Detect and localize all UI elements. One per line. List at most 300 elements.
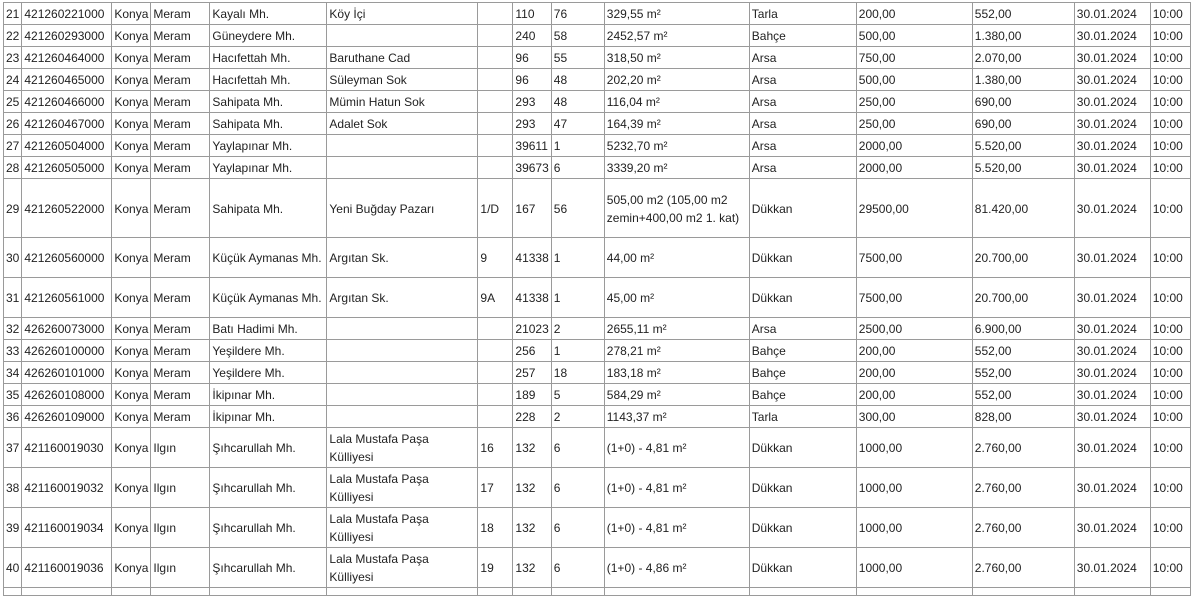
rent-cell: 2000,00 (856, 157, 972, 179)
record-id-cell: 421260466000 (22, 91, 112, 113)
province-cell: Konya (112, 406, 151, 428)
record-id-cell: 421260504000 (22, 135, 112, 157)
table-continuation-row (4, 588, 1191, 596)
date-cell: 30.01.2024 (1074, 548, 1150, 588)
deposit-cell: 20.700,00 (972, 278, 1074, 318)
deposit-cell: 552,00 (972, 384, 1074, 406)
record-id-cell: 421260522000 (22, 179, 112, 238)
street-cell (327, 135, 478, 157)
row-number-cell: 38 (4, 468, 22, 508)
time-cell: 10:00 (1150, 47, 1190, 69)
province-cell: Konya (112, 238, 151, 278)
rent-cell: 500,00 (856, 69, 972, 91)
block-cell: 39611 (513, 135, 551, 157)
date-cell: 30.01.2024 (1074, 238, 1150, 278)
time-cell: 10:00 (1150, 362, 1190, 384)
district-cell: Meram (151, 406, 210, 428)
row-number-cell: 23 (4, 47, 22, 69)
rent-cell: 1000,00 (856, 468, 972, 508)
table-row (4, 179, 1191, 238)
time-cell: 10:00 (1150, 157, 1190, 179)
table-row (4, 428, 1191, 468)
property-type-cell: Dükkan (749, 278, 856, 318)
block-cell: 41338 (513, 238, 551, 278)
block-cell: 293 (513, 91, 551, 113)
parcel-cell: 76 (551, 3, 604, 25)
street-cell (327, 318, 478, 340)
time-cell: 10:00 (1150, 25, 1190, 47)
province-cell: Konya (112, 47, 151, 69)
block-cell: 256 (513, 340, 551, 362)
parcel-cell: 2 (551, 406, 604, 428)
record-id-cell: 421160019036 (22, 548, 112, 588)
district-cell: Ilgın (151, 508, 210, 548)
table-row (4, 278, 1191, 318)
date-cell: 30.01.2024 (1074, 406, 1150, 428)
date-cell: 30.01.2024 (1074, 318, 1150, 340)
area-cell: 202,20 m² (604, 69, 749, 91)
record-id-cell: 421260464000 (22, 47, 112, 69)
province-cell: Konya (112, 3, 151, 25)
row-number-cell: 37 (4, 428, 22, 468)
record-id-cell: 421260505000 (22, 157, 112, 179)
table-row (4, 548, 1191, 588)
neighborhood-cell: Sahipata Mh. (210, 113, 327, 135)
date-cell: 30.01.2024 (1074, 113, 1150, 135)
empty-cell (478, 588, 513, 596)
street-cell: Adalet Sok (327, 113, 478, 135)
property-type-cell: Dükkan (749, 179, 856, 238)
area-cell: 505,00 m2 (105,00 m2 zemin+400,00 m2 1. kat) (604, 179, 749, 238)
empty-cell (1074, 588, 1150, 596)
deposit-cell: 690,00 (972, 91, 1074, 113)
table-row (4, 508, 1191, 548)
table-row (4, 157, 1191, 179)
neighborhood-cell: Yaylapınar Mh. (210, 157, 327, 179)
block-cell: 110 (513, 3, 551, 25)
row-number-cell: 28 (4, 157, 22, 179)
block-cell: 257 (513, 362, 551, 384)
district-cell: Meram (151, 340, 210, 362)
deposit-cell: 2.070,00 (972, 47, 1074, 69)
row-number-cell: 26 (4, 113, 22, 135)
neighborhood-cell: Yaylapınar Mh. (210, 135, 327, 157)
block-cell: 39673 (513, 157, 551, 179)
province-cell: Konya (112, 25, 151, 47)
rent-cell: 2500,00 (856, 318, 972, 340)
parcel-cell: 1 (551, 340, 604, 362)
table-row (4, 362, 1191, 384)
district-cell: Meram (151, 69, 210, 91)
date-cell: 30.01.2024 (1074, 3, 1150, 25)
parcel-cell: 6 (551, 157, 604, 179)
deposit-cell: 1.380,00 (972, 25, 1074, 47)
province-cell: Konya (112, 179, 151, 238)
area-cell: 164,39 m² (604, 113, 749, 135)
district-cell: Meram (151, 91, 210, 113)
street-cell: Argıtan Sk. (327, 238, 478, 278)
district-cell: Ilgın (151, 428, 210, 468)
date-cell: 30.01.2024 (1074, 69, 1150, 91)
empty-cell (112, 588, 151, 596)
row-number-cell: 21 (4, 3, 22, 25)
street-cell: Mümin Hatun Sok (327, 91, 478, 113)
record-id-cell: 421160019032 (22, 468, 112, 508)
neighborhood-cell: Şıhcarullah Mh. (210, 428, 327, 468)
time-cell: 10:00 (1150, 3, 1190, 25)
time-cell: 10:00 (1150, 508, 1190, 548)
empty-cell (856, 588, 972, 596)
neighborhood-cell: Sahipata Mh. (210, 91, 327, 113)
neighborhood-cell: Kayalı Mh. (210, 3, 327, 25)
area-cell: 5232,70 m² (604, 135, 749, 157)
province-cell: Konya (112, 428, 151, 468)
row-number-cell: 25 (4, 91, 22, 113)
neighborhood-cell: Yeşildere Mh. (210, 362, 327, 384)
record-id-cell: 421260561000 (22, 278, 112, 318)
door-number-cell: 16 (478, 428, 513, 468)
rent-cell: 7500,00 (856, 278, 972, 318)
door-number-cell (478, 113, 513, 135)
door-number-cell (478, 3, 513, 25)
deposit-cell: 552,00 (972, 3, 1074, 25)
table-row (4, 135, 1191, 157)
parcel-cell: 48 (551, 69, 604, 91)
date-cell: 30.01.2024 (1074, 468, 1150, 508)
date-cell: 30.01.2024 (1074, 47, 1150, 69)
block-cell: 240 (513, 25, 551, 47)
record-id-cell: 421260293000 (22, 25, 112, 47)
block-cell: 96 (513, 47, 551, 69)
property-type-cell: Arsa (749, 69, 856, 91)
area-cell: (1+0) - 4,81 m² (604, 428, 749, 468)
property-type-cell: Bahçe (749, 384, 856, 406)
empty-cell (604, 588, 749, 596)
date-cell: 30.01.2024 (1074, 384, 1150, 406)
time-cell: 10:00 (1150, 135, 1190, 157)
parcel-cell: 58 (551, 25, 604, 47)
property-type-cell: Dükkan (749, 238, 856, 278)
neighborhood-cell: Küçük Aymanas Mh. (210, 278, 327, 318)
neighborhood-cell: Batı Hadimi Mh. (210, 318, 327, 340)
empty-cell (327, 588, 478, 596)
door-number-cell (478, 47, 513, 69)
rent-cell: 500,00 (856, 25, 972, 47)
block-cell: 228 (513, 406, 551, 428)
district-cell: Meram (151, 318, 210, 340)
street-cell: Lala Mustafa Paşa Külliyesi (327, 548, 478, 588)
time-cell: 10:00 (1150, 318, 1190, 340)
rent-cell: 200,00 (856, 340, 972, 362)
area-cell: 183,18 m² (604, 362, 749, 384)
door-number-cell (478, 91, 513, 113)
district-cell: Meram (151, 179, 210, 238)
table-row (4, 238, 1191, 278)
deposit-cell: 828,00 (972, 406, 1074, 428)
time-cell: 10:00 (1150, 113, 1190, 135)
street-cell (327, 340, 478, 362)
rent-cell: 300,00 (856, 406, 972, 428)
rent-cell: 200,00 (856, 384, 972, 406)
door-number-cell: 9A (478, 278, 513, 318)
neighborhood-cell: Sahipata Mh. (210, 179, 327, 238)
property-type-cell: Dükkan (749, 548, 856, 588)
block-cell: 167 (513, 179, 551, 238)
table-body (4, 3, 1191, 596)
date-cell: 30.01.2024 (1074, 179, 1150, 238)
street-cell: Baruthane Cad (327, 47, 478, 69)
street-cell: Süleyman Sok (327, 69, 478, 91)
empty-cell (513, 588, 551, 596)
province-cell: Konya (112, 548, 151, 588)
table-row (4, 113, 1191, 135)
empty-cell (1150, 588, 1190, 596)
neighborhood-cell: Şıhcarullah Mh. (210, 508, 327, 548)
table-row (4, 25, 1191, 47)
deposit-cell: 81.420,00 (972, 179, 1074, 238)
area-cell: 1143,37 m² (604, 406, 749, 428)
street-cell: Lala Mustafa Paşa Külliyesi (327, 428, 478, 468)
parcel-cell: 1 (551, 238, 604, 278)
deposit-cell: 552,00 (972, 340, 1074, 362)
door-number-cell (478, 362, 513, 384)
area-cell: (1+0) - 4,81 m² (604, 508, 749, 548)
table-row (4, 47, 1191, 69)
record-id-cell: 426260101000 (22, 362, 112, 384)
table-row (4, 3, 1191, 25)
date-cell: 30.01.2024 (1074, 278, 1150, 318)
time-cell: 10:00 (1150, 406, 1190, 428)
door-number-cell: 1/D (478, 179, 513, 238)
neighborhood-cell: Hacıfettah Mh. (210, 47, 327, 69)
property-type-cell: Arsa (749, 157, 856, 179)
row-number-cell: 36 (4, 406, 22, 428)
record-id-cell: 426260109000 (22, 406, 112, 428)
neighborhood-cell: Şıhcarullah Mh. (210, 548, 327, 588)
property-type-cell: Dükkan (749, 428, 856, 468)
street-cell: Yeni Buğday Pazarı (327, 179, 478, 238)
time-cell: 10:00 (1150, 340, 1190, 362)
row-number-cell: 31 (4, 278, 22, 318)
parcel-cell: 6 (551, 428, 604, 468)
province-cell: Konya (112, 91, 151, 113)
empty-cell (4, 588, 22, 596)
parcel-cell: 47 (551, 113, 604, 135)
area-cell: 45,00 m² (604, 278, 749, 318)
street-cell (327, 384, 478, 406)
deposit-cell: 2.760,00 (972, 508, 1074, 548)
property-type-cell: Dükkan (749, 508, 856, 548)
district-cell: Meram (151, 47, 210, 69)
time-cell: 10:00 (1150, 69, 1190, 91)
block-cell: 132 (513, 468, 551, 508)
parcel-cell: 48 (551, 91, 604, 113)
deposit-cell: 5.520,00 (972, 157, 1074, 179)
parcel-cell: 5 (551, 384, 604, 406)
street-cell (327, 362, 478, 384)
area-cell: 329,55 m² (604, 3, 749, 25)
deposit-cell: 20.700,00 (972, 238, 1074, 278)
door-number-cell (478, 318, 513, 340)
date-cell: 30.01.2024 (1074, 362, 1150, 384)
province-cell: Konya (112, 135, 151, 157)
province-cell: Konya (112, 278, 151, 318)
record-id-cell: 426260100000 (22, 340, 112, 362)
door-number-cell: 18 (478, 508, 513, 548)
neighborhood-cell: Hacıfettah Mh. (210, 69, 327, 91)
neighborhood-cell: Küçük Aymanas Mh. (210, 238, 327, 278)
table-row (4, 340, 1191, 362)
record-id-cell: 421160019030 (22, 428, 112, 468)
district-cell: Ilgın (151, 468, 210, 508)
property-type-cell: Tarla (749, 3, 856, 25)
property-type-cell: Arsa (749, 113, 856, 135)
deposit-cell: 2.760,00 (972, 468, 1074, 508)
street-cell: Lala Mustafa Paşa Külliyesi (327, 508, 478, 548)
rent-cell: 750,00 (856, 47, 972, 69)
province-cell: Konya (112, 362, 151, 384)
district-cell: Ilgın (151, 548, 210, 588)
province-cell: Konya (112, 69, 151, 91)
district-cell: Meram (151, 278, 210, 318)
parcel-cell: 18 (551, 362, 604, 384)
street-cell (327, 406, 478, 428)
block-cell: 132 (513, 428, 551, 468)
rent-cell: 200,00 (856, 3, 972, 25)
table-row (4, 318, 1191, 340)
block-cell: 132 (513, 548, 551, 588)
property-type-cell: Bahçe (749, 340, 856, 362)
deposit-cell: 5.520,00 (972, 135, 1074, 157)
parcel-cell: 6 (551, 508, 604, 548)
property-type-cell: Arsa (749, 318, 856, 340)
property-type-cell: Tarla (749, 406, 856, 428)
province-cell: Konya (112, 468, 151, 508)
rent-cell: 1000,00 (856, 508, 972, 548)
district-cell: Meram (151, 157, 210, 179)
deposit-cell: 2.760,00 (972, 548, 1074, 588)
rent-cell: 200,00 (856, 362, 972, 384)
door-number-cell: 19 (478, 548, 513, 588)
door-number-cell (478, 135, 513, 157)
rent-cell: 1000,00 (856, 548, 972, 588)
table-row (4, 406, 1191, 428)
door-number-cell (478, 340, 513, 362)
deposit-cell: 1.380,00 (972, 69, 1074, 91)
row-number-cell: 22 (4, 25, 22, 47)
empty-cell (972, 588, 1074, 596)
deposit-cell: 690,00 (972, 113, 1074, 135)
neighborhood-cell: İkipınar Mh. (210, 406, 327, 428)
property-type-cell: Arsa (749, 47, 856, 69)
row-number-cell: 24 (4, 69, 22, 91)
neighborhood-cell: Şıhcarullah Mh. (210, 468, 327, 508)
date-cell: 30.01.2024 (1074, 428, 1150, 468)
rent-cell: 2000,00 (856, 135, 972, 157)
row-number-cell: 29 (4, 179, 22, 238)
property-type-cell: Arsa (749, 135, 856, 157)
time-cell: 10:00 (1150, 468, 1190, 508)
row-number-cell: 34 (4, 362, 22, 384)
street-cell (327, 25, 478, 47)
parcel-cell: 6 (551, 468, 604, 508)
door-number-cell (478, 384, 513, 406)
date-cell: 30.01.2024 (1074, 25, 1150, 47)
street-cell: Lala Mustafa Paşa Külliyesi (327, 468, 478, 508)
row-number-cell: 27 (4, 135, 22, 157)
rental-listing-table (3, 2, 1191, 596)
record-id-cell: 421260465000 (22, 69, 112, 91)
district-cell: Meram (151, 384, 210, 406)
row-number-cell: 32 (4, 318, 22, 340)
empty-cell (22, 588, 112, 596)
door-number-cell: 9 (478, 238, 513, 278)
province-cell: Konya (112, 113, 151, 135)
deposit-cell: 552,00 (972, 362, 1074, 384)
rent-cell: 250,00 (856, 91, 972, 113)
date-cell: 30.01.2024 (1074, 508, 1150, 548)
door-number-cell (478, 25, 513, 47)
empty-cell (551, 588, 604, 596)
neighborhood-cell: Güneydere Mh. (210, 25, 327, 47)
empty-cell (151, 588, 210, 596)
time-cell: 10:00 (1150, 179, 1190, 238)
rent-cell: 250,00 (856, 113, 972, 135)
date-cell: 30.01.2024 (1074, 91, 1150, 113)
row-number-cell: 33 (4, 340, 22, 362)
parcel-cell: 6 (551, 548, 604, 588)
area-cell: 2452,57 m² (604, 25, 749, 47)
area-cell: 584,29 m² (604, 384, 749, 406)
property-type-cell: Bahçe (749, 362, 856, 384)
record-id-cell: 421160019034 (22, 508, 112, 548)
time-cell: 10:00 (1150, 548, 1190, 588)
block-cell: 293 (513, 113, 551, 135)
record-id-cell: 421260560000 (22, 238, 112, 278)
time-cell: 10:00 (1150, 91, 1190, 113)
street-cell (327, 157, 478, 179)
province-cell: Konya (112, 157, 151, 179)
empty-cell (749, 588, 856, 596)
street-cell: Argıtan Sk. (327, 278, 478, 318)
province-cell: Konya (112, 318, 151, 340)
property-type-cell: Dükkan (749, 468, 856, 508)
parcel-cell: 2 (551, 318, 604, 340)
district-cell: Meram (151, 113, 210, 135)
province-cell: Konya (112, 384, 151, 406)
record-id-cell: 421260221000 (22, 3, 112, 25)
rent-cell: 29500,00 (856, 179, 972, 238)
rent-cell: 1000,00 (856, 428, 972, 468)
parcel-cell: 55 (551, 47, 604, 69)
row-number-cell: 39 (4, 508, 22, 548)
area-cell: 116,04 m² (604, 91, 749, 113)
rent-cell: 7500,00 (856, 238, 972, 278)
parcel-cell: 1 (551, 135, 604, 157)
table-row (4, 91, 1191, 113)
area-cell: 318,50 m² (604, 47, 749, 69)
block-cell: 21023 (513, 318, 551, 340)
deposit-cell: 2.760,00 (972, 428, 1074, 468)
door-number-cell (478, 69, 513, 91)
area-cell: 2655,11 m² (604, 318, 749, 340)
district-cell: Meram (151, 238, 210, 278)
block-cell: 96 (513, 69, 551, 91)
property-type-cell: Bahçe (749, 25, 856, 47)
parcel-cell: 1 (551, 278, 604, 318)
district-cell: Meram (151, 3, 210, 25)
block-cell: 132 (513, 508, 551, 548)
